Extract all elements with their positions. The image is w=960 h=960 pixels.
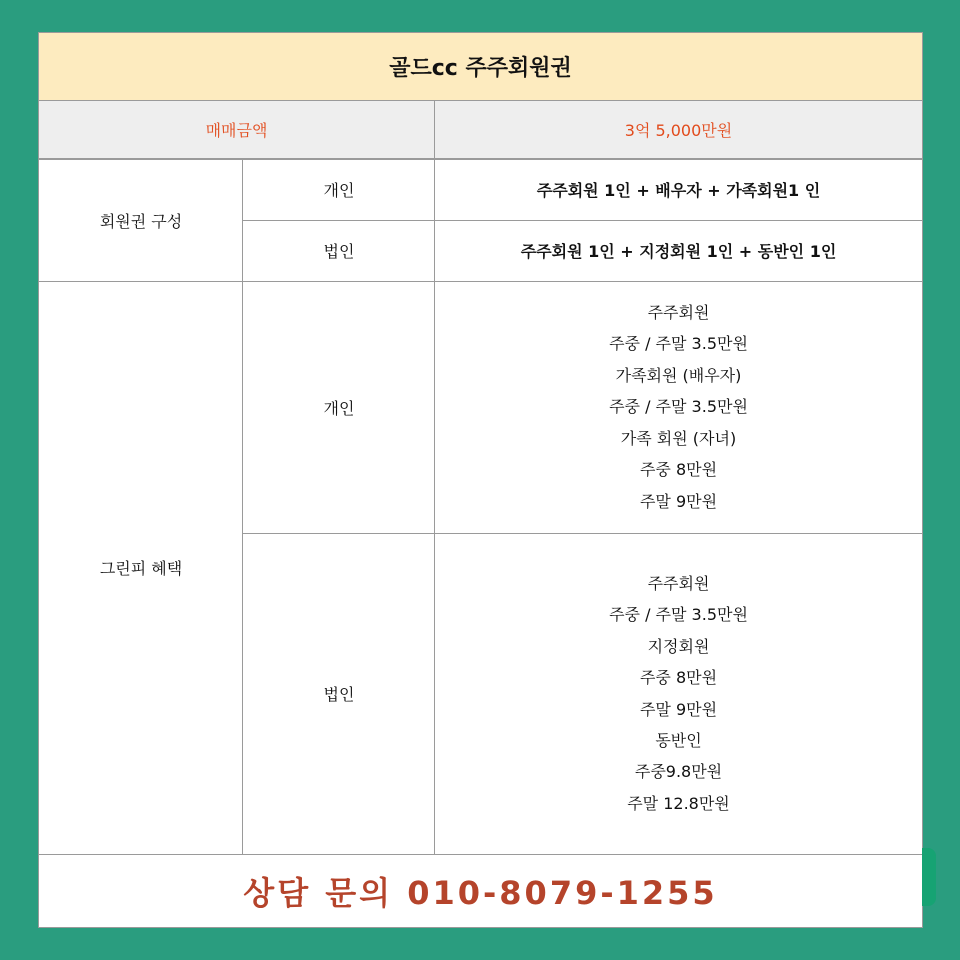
composition-corporate-label: 법인 (323, 242, 355, 261)
composition-label: 회원권 구성 (99, 211, 183, 231)
list-item: 주중 / 주말 3.5만원 (609, 334, 748, 354)
divider (39, 281, 922, 282)
composition-individual-value: 주주회원 1인 + 배우자 + 가족회원1 인 (536, 181, 821, 200)
divider (242, 159, 243, 854)
price-value: 3억 5,000만원 (435, 101, 922, 159)
greenfee-individual-list (435, 281, 922, 533)
list-item: 주주회원 (647, 303, 710, 323)
list-item: 주말 9만원 (639, 699, 718, 719)
list-item: 주주회원 (647, 573, 710, 593)
list-item: 동반인 (655, 730, 702, 750)
composition-corporate-value: 주주회원 1인 + 지정회원 1인 + 동반인 1인 (520, 242, 837, 261)
list-item: 주중 8만원 (639, 460, 718, 480)
list-item: 가족회원 (배우자) (615, 365, 742, 385)
greenfee-label: 그린피 혜택 (99, 559, 183, 578)
composition-individual-label: 개인 (323, 181, 355, 200)
list-item: 주말 12.8만원 (627, 793, 730, 813)
greenfee-individual-label: 개인 (323, 398, 355, 418)
list-item: 주중 / 주말 3.5만원 (609, 397, 748, 417)
list-item: 주중 8만원 (639, 668, 718, 688)
divider (243, 533, 922, 534)
list-item: 주중9.8만원 (634, 762, 723, 782)
contact-phone[interactable]: 상담 문의 010-8079-1255 (243, 873, 718, 912)
divider (39, 159, 922, 160)
table-title: 골드cc 주주회원권 (39, 33, 922, 101)
greenfee-corporate-list (435, 533, 922, 854)
list-item: 주말 9만원 (639, 491, 718, 511)
list-item: 지정회원 (647, 636, 710, 656)
side-tab[interactable] (922, 848, 936, 906)
list-item: 주중 / 주말 3.5만원 (609, 605, 748, 625)
price-label: 매매금액 (39, 101, 435, 159)
divider (243, 220, 922, 221)
greenfee-corporate-label: 법인 (323, 685, 355, 704)
divider (434, 101, 435, 854)
list-item: 가족 회원 (자녀) (620, 428, 737, 448)
membership-table (38, 32, 923, 928)
